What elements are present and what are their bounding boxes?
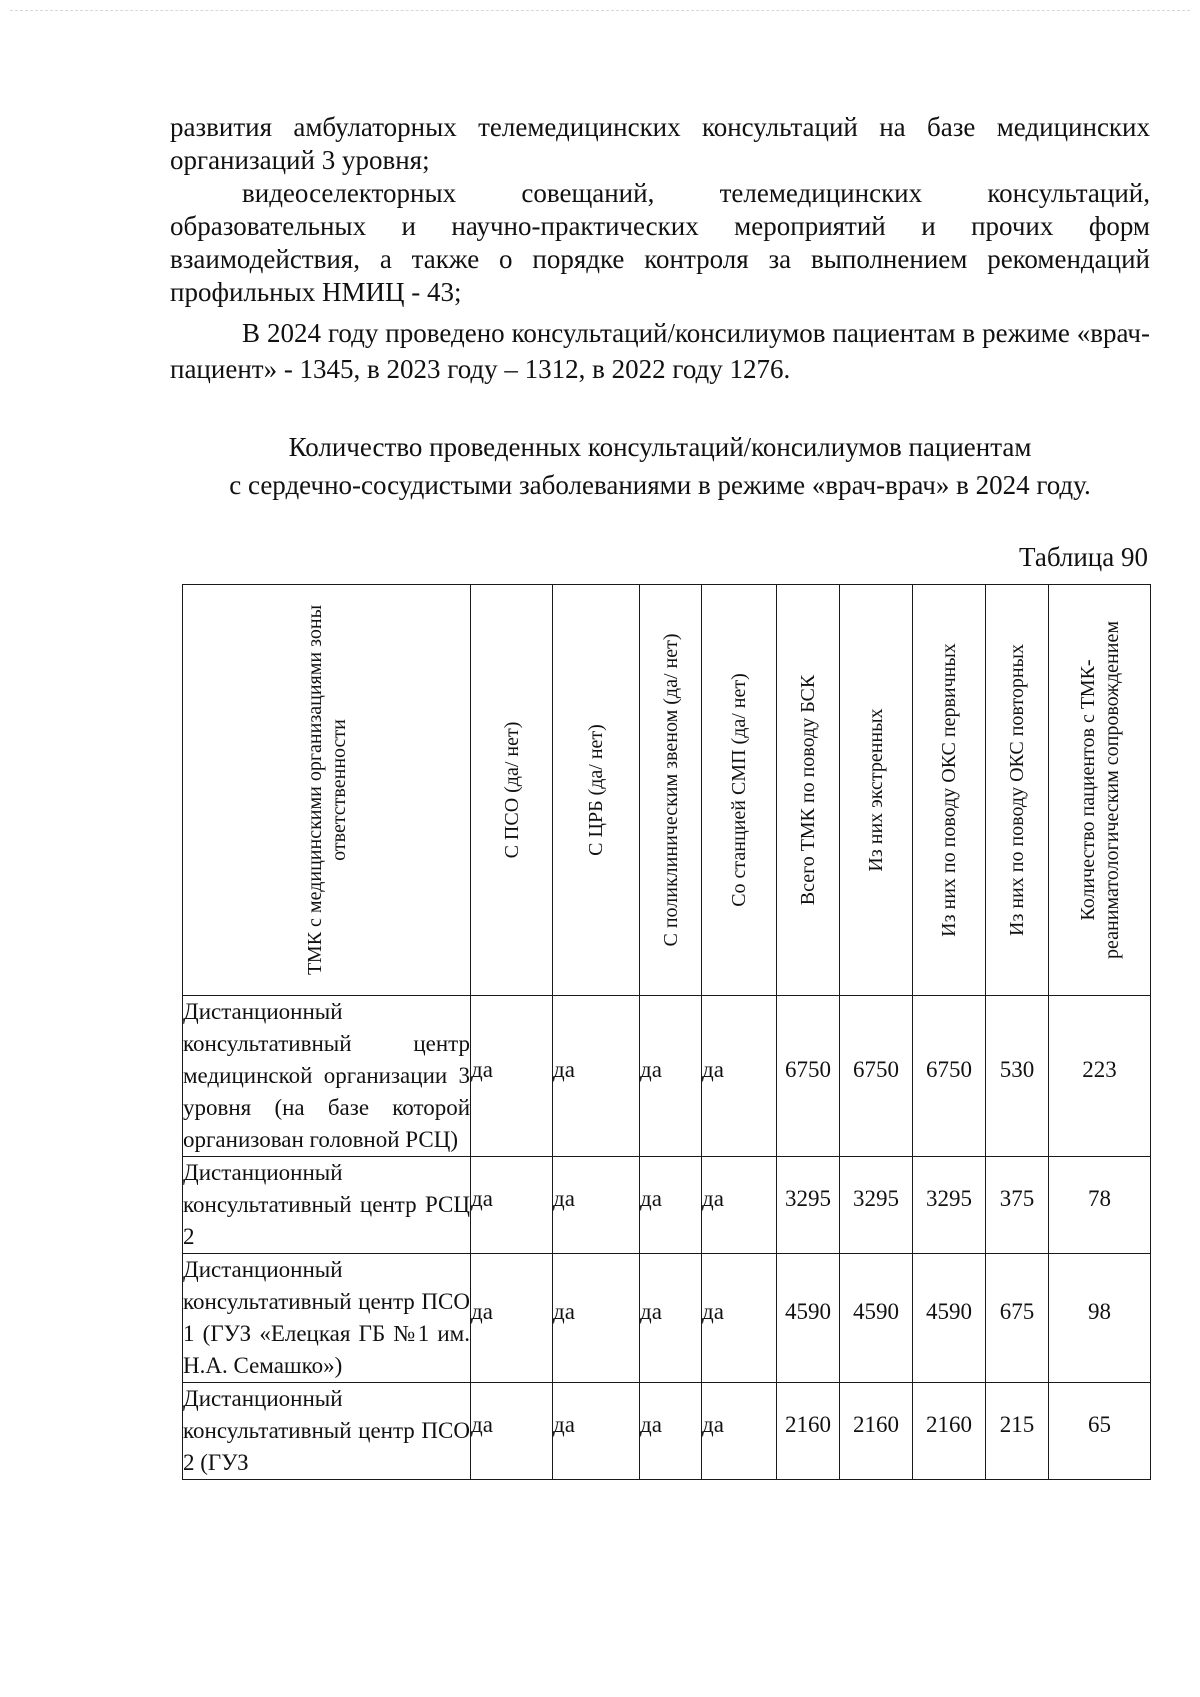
header-tmk-organizations: ТМК с медицинскими организациями зоны ответственности [183, 585, 471, 996]
cell-oks-primary: 4590 [913, 1254, 986, 1383]
cell-oks-repeat: 675 [986, 1254, 1049, 1383]
header-with-crb: С ЦРБ (да/ нет) [553, 585, 640, 996]
section-title [170, 428, 1150, 504]
row-name: Дистанционный консультативный центр ПСО 2 (ГУЗ [183, 1383, 471, 1480]
row-name: Дистанционный консультативный центр медицинской организации 3 уровня (на базе которой организован головной РСЦ) [183, 996, 471, 1157]
header-reanimation-support: Количество пациентов с ТМК-реаниматологическим сопровождением [1049, 585, 1151, 996]
telemedicine-table [182, 584, 1151, 1480]
scan-edge-line [10, 10, 1190, 11]
cell-pso: да [471, 996, 553, 1157]
section-title-line-2: с сердечно-сосудистыми заболеваниями в режиме «врач-врач» в 2024 году. [229, 470, 1091, 500]
table-header-row [183, 585, 1151, 996]
cell-oks-primary: 3295 [913, 1157, 986, 1254]
cell-smp: да [702, 1157, 777, 1254]
cell-crb: да [553, 996, 640, 1157]
header-total-tmk-bsk: Всего ТМК по поводу БСК [777, 585, 840, 996]
cell-oks-repeat: 375 [986, 1157, 1049, 1254]
cell-emergency: 3295 [840, 1157, 913, 1254]
table-caption: Таблица 90 [1019, 542, 1148, 572]
cell-crb: да [553, 1157, 640, 1254]
cell-polyclinic: да [640, 996, 702, 1157]
header-emergency: Из них экстренных [840, 585, 913, 996]
cell-smp: да [702, 1254, 777, 1383]
cell-smp: да [702, 996, 777, 1157]
cell-total: 6750 [777, 996, 840, 1157]
cell-crb: да [553, 1383, 640, 1480]
table-row [183, 1254, 1151, 1383]
cell-oks-repeat: 215 [986, 1383, 1049, 1480]
cell-emergency: 2160 [840, 1383, 913, 1480]
paragraph-ambulatory-consultations: развития амбулаторных телемедицинских консультаций на базе медицинских организаций 3 уровня; [170, 112, 1150, 175]
section-title-line-1: Количество проведенных консультаций/консилиумов пациентам [288, 432, 1032, 462]
paragraph-doctor-patient-consultations: В 2024 году проведено консультаций/консилиумов пациентам в режиме «врач-пациент» - 1345, в 2023 году – 1312, в 2022 году 1276. [170, 318, 1150, 384]
cell-total: 2160 [777, 1383, 840, 1480]
cell-oks-repeat: 530 [986, 996, 1049, 1157]
cell-pso: да [471, 1383, 553, 1480]
cell-reanimation: 65 [1049, 1383, 1151, 1480]
cell-reanimation: 98 [1049, 1254, 1151, 1383]
header-with-pso: С ПСО (да/ нет) [471, 585, 553, 996]
table-row [183, 1383, 1151, 1480]
row-name: Дистанционный консультативный центр РСЦ 2 [183, 1157, 471, 1254]
cell-pso: да [471, 1254, 553, 1383]
cell-pso: да [471, 1157, 553, 1254]
table-row [183, 996, 1151, 1157]
cell-polyclinic: да [640, 1254, 702, 1383]
header-oks-primary: Из них по поводу ОКС первичных [913, 585, 986, 996]
cell-total: 4590 [777, 1254, 840, 1383]
cell-polyclinic: да [640, 1383, 702, 1480]
cell-emergency: 4590 [840, 1254, 913, 1383]
cell-smp: да [702, 1383, 777, 1480]
header-oks-repeat: Из них по поводу ОКС повторных [986, 585, 1049, 996]
table-row [183, 1157, 1151, 1254]
paragraph-videoselector-meetings: видеоселекторных совещаний, телемедицинских консультаций, образовательных и научно-практических мероприятий и прочих форм взаимодействия, а также о порядке контроля за выполнением рекомендаций профильных НМИЦ - 43; [170, 178, 1150, 307]
cell-polyclinic: да [640, 1157, 702, 1254]
cell-reanimation: 78 [1049, 1157, 1151, 1254]
header-with-polyclinic: С поликлиническим звеном (да/ нет) [640, 585, 702, 996]
row-name: Дистанционный консультативный центр ПСО 1 (ГУЗ «Елецкая ГБ №1 им. Н.А. Семашко») [183, 1254, 471, 1383]
cell-oks-primary: 6750 [913, 996, 986, 1157]
cell-total: 3295 [777, 1157, 840, 1254]
cell-oks-primary: 2160 [913, 1383, 986, 1480]
cell-emergency: 6750 [840, 996, 913, 1157]
cell-crb: да [553, 1254, 640, 1383]
cell-reanimation: 223 [1049, 996, 1151, 1157]
header-with-smp-station: Со станцией СМП (да/ нет) [702, 585, 777, 996]
